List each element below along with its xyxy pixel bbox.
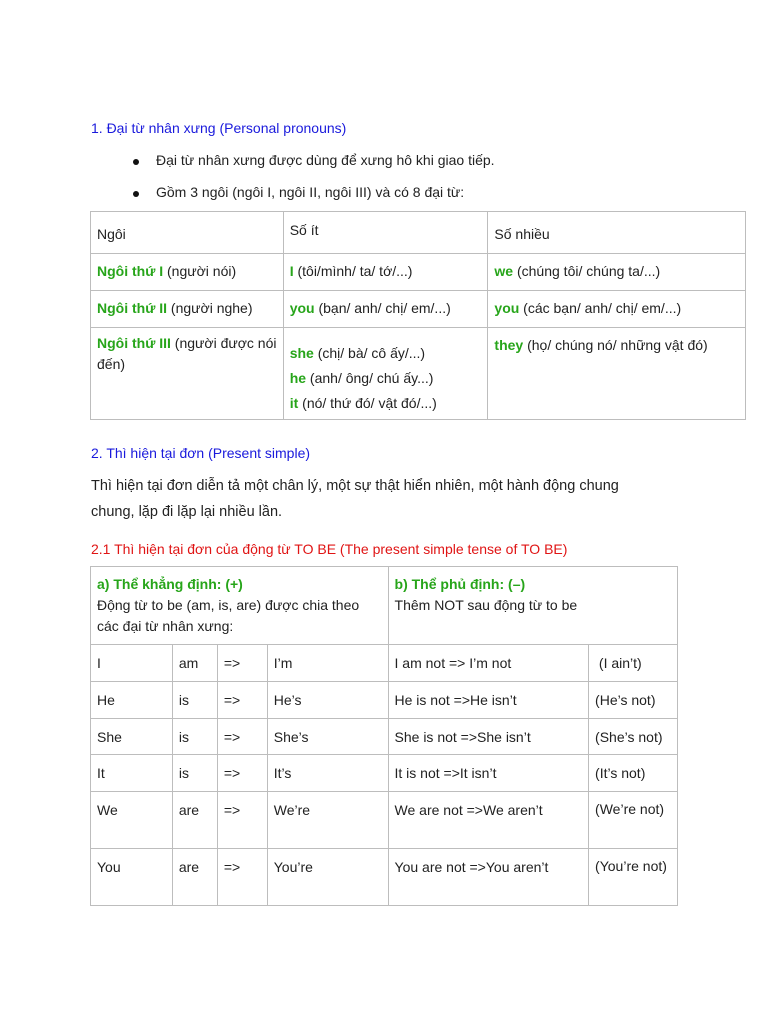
- negative-description: Thêm NOT sau động từ to be: [394, 597, 578, 613]
- pronoun-row: [91, 291, 746, 328]
- section1-title: 1. Đại từ nhân xưng (Personal pronouns): [91, 120, 347, 136]
- table-row: [91, 792, 678, 849]
- arrow-cell: =>: [223, 655, 241, 671]
- pronoun-meaning: (chị/ bà/ cô ấy/...): [313, 345, 426, 361]
- bullet-text-1: Đại từ nhân xưng được dùng để xưng hô khi giao tiếp.: [156, 152, 495, 168]
- negative-cell: I am not => I’m not: [394, 655, 512, 671]
- arrow-cell: =>: [223, 765, 241, 781]
- pronoun-word: they: [494, 337, 524, 353]
- to-be-table: [90, 566, 678, 906]
- negative-cell: He is not =>He isn’t: [394, 692, 517, 708]
- verb-cell: is: [178, 692, 189, 708]
- negative-cell: She is not =>She isn’t: [394, 729, 531, 745]
- arrow-cell: =>: [223, 729, 241, 745]
- negative-cell: We are not =>We aren’t: [394, 802, 543, 818]
- table-row: [91, 682, 678, 719]
- contraction-cell: She’s: [273, 729, 309, 745]
- verb-cell: is: [178, 765, 189, 781]
- arrow-cell: =>: [223, 802, 241, 818]
- pronouns-table: [90, 211, 746, 420]
- affirmative-description: Động từ to be (am, is, are) được chia theo các đại từ nhân xưng:: [97, 597, 360, 634]
- bullet-text-2: Gồm 3 ngôi (ngôi I, ngôi II, ngôi III) và có 8 đại từ:: [156, 184, 465, 200]
- pronoun-meaning: (các bạn/ anh/ chị/ em/...): [519, 300, 682, 316]
- person-label: Ngôi thứ I: [97, 263, 164, 279]
- person-desc: (người nói): [163, 263, 237, 279]
- bullet-dot-icon: [133, 159, 139, 165]
- negative-heading: b) Thể phủ định: (–): [394, 576, 526, 592]
- alternative-cell: (You’re not): [595, 858, 667, 874]
- bullet-dot-icon: [133, 191, 139, 197]
- pronoun-word: you: [494, 300, 520, 316]
- header-person: Ngôi: [97, 226, 126, 242]
- subject-cell: It: [97, 765, 105, 781]
- pronoun-word: it: [289, 395, 299, 411]
- pronoun-meaning: (tôi/mình/ ta/ tớ/...): [293, 263, 413, 279]
- subject-cell: I: [97, 655, 101, 671]
- section2-subtitle: 2.1 Thì hiện tại đơn của động từ TO BE (The present simple tense of TO BE): [91, 541, 568, 557]
- verb-cell: are: [178, 859, 200, 875]
- to-be-header-row: [91, 567, 678, 645]
- verb-cell: are: [178, 802, 200, 818]
- alternative-cell: (We’re not): [595, 801, 665, 817]
- contraction-cell: I’m: [273, 655, 293, 671]
- section2-paragraph-line1: Thì hiện tại đơn diễn tả một chân lý, một sự thật hiển nhiên, một hành động chung: [91, 478, 619, 494]
- affirmative-heading: a) Thể khẳng định: (+): [97, 576, 243, 592]
- pronoun-row: [91, 328, 746, 420]
- pronoun-word: he: [289, 370, 307, 386]
- section2-title: 2. Thì hiện tại đơn (Present simple): [91, 445, 311, 461]
- arrow-cell: =>: [223, 692, 241, 708]
- contraction-cell: You’re: [273, 859, 313, 875]
- header-plural: Số nhiều: [494, 226, 550, 242]
- pronoun-row: [91, 254, 746, 291]
- subject-cell: She: [97, 729, 122, 745]
- table-row: [91, 719, 678, 755]
- pronoun-word: I: [289, 263, 294, 279]
- pronoun-meaning: (bạn/ anh/ chị/ em/...): [314, 300, 451, 316]
- person-label: Ngôi thứ II: [97, 300, 168, 316]
- negative-cell: It is not =>It isn’t: [394, 765, 497, 781]
- alternative-cell: (It’s not): [595, 765, 646, 781]
- subject-cell: He: [97, 692, 115, 708]
- alternative-cell: (He’s not): [595, 692, 656, 708]
- verb-cell: am: [178, 655, 199, 671]
- negative-cell: You are not =>You aren’t: [394, 859, 549, 875]
- person-desc: (người nghe): [167, 300, 253, 316]
- section2-paragraph-line2: chung, lặp đi lặp lại nhiều lần.: [91, 504, 283, 520]
- pronoun-meaning: (họ/ chúng nó/ những vật đó): [523, 337, 708, 353]
- pronoun-meaning: (anh/ ông/ chú ấy...): [306, 370, 434, 386]
- pronoun-word: we: [494, 263, 514, 279]
- contraction-cell: He’s: [273, 692, 302, 708]
- person-desc: (người được nói đến): [97, 335, 277, 372]
- header-singular: Số ít: [289, 222, 319, 238]
- alternative-cell: (I ain’t): [595, 655, 642, 671]
- pronoun-word: she: [289, 345, 314, 361]
- pronoun-word: you: [289, 300, 315, 316]
- contraction-cell: It’s: [273, 765, 292, 781]
- pronoun-meaning: (nó/ thứ đó/ vật đó/...): [298, 395, 437, 411]
- table-row: [91, 755, 678, 792]
- pronouns-header-row: [91, 212, 746, 254]
- subject-cell: We: [97, 802, 118, 818]
- pronoun-meaning: (chúng tôi/ chúng ta/...): [513, 263, 661, 279]
- subject-cell: You: [97, 859, 121, 875]
- alternative-cell: (She’s not): [595, 729, 663, 745]
- verb-cell: is: [178, 729, 189, 745]
- table-row: [91, 849, 678, 906]
- table-row: [91, 645, 678, 682]
- person-label: Ngôi thứ III: [97, 335, 171, 351]
- contraction-cell: We’re: [273, 802, 311, 818]
- arrow-cell: =>: [223, 859, 241, 875]
